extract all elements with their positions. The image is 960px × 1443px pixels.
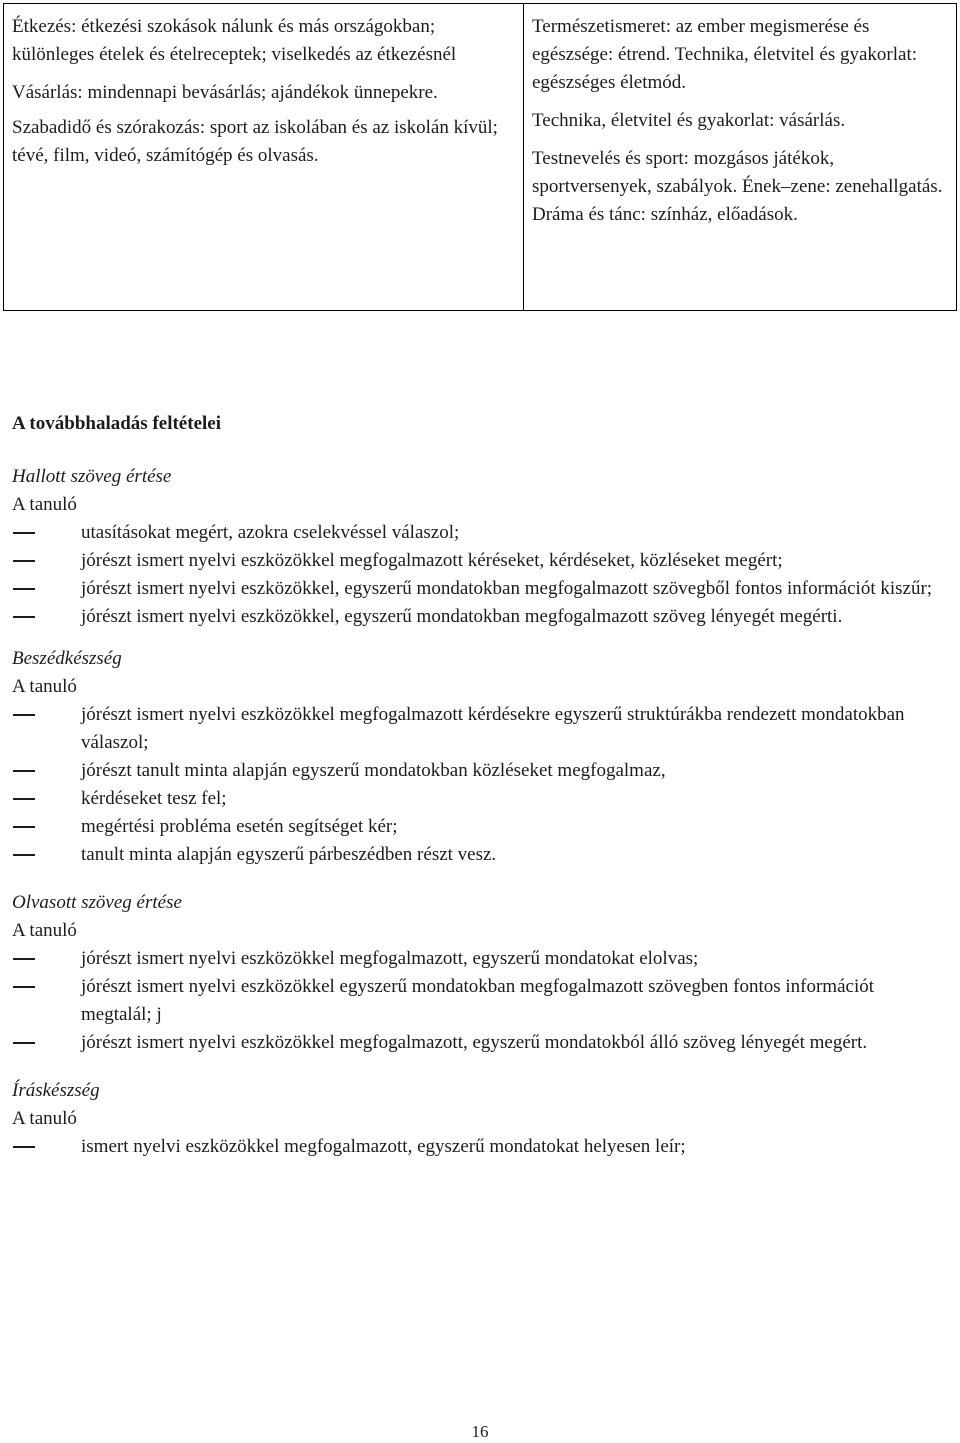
dash-bullet-icon (13, 986, 35, 988)
dash-bullet-icon (13, 588, 35, 590)
reading-section (12, 889, 942, 1057)
link-sport-music-drama: Testnevelés és sport: mozgásos játékok, sportversenyek, szabályok. Ének–zene: zenehallgatás. Dráma és tánc: színház, előadások. (532, 148, 943, 225)
writing-learner-label: A tanuló (12, 1108, 77, 1129)
link-science-technology: Természetismeret: az ember megismerése és egészsége: étrend. Technika, életvitel és gyakorlat: egészséges életmód. (532, 16, 918, 93)
topic-eating: Étkezés: étkezési szokások nálunk és más országokban; különleges ételek és ételreceptek; viselkedés az étkezésnél (12, 16, 457, 65)
dash-bullet-icon (13, 958, 35, 960)
list-item: kérdéseket tesz fel; (12, 785, 942, 813)
topic-shopping: Vásárlás: mindennapi bevásárlás; ajándékok ünnepekre. (12, 82, 438, 103)
listening-section (12, 463, 942, 631)
page-number: 16 (471, 1422, 489, 1441)
list-item: ismert nyelvi eszközökkel megfogalmazott, egyszerű mondatokat helyesen leír; (12, 1133, 942, 1161)
list-item: jórészt ismert nyelvi eszközökkel egyszerű mondatokban megfogalmazott szövegben fontos információt megtalál; j (12, 973, 942, 1029)
speaking-section (12, 645, 942, 869)
dash-bullet-icon (13, 770, 35, 772)
list-item: jórészt ismert nyelvi eszközökkel megfogalmazott kérdésekre egyszerű struktúrákba rendezett mondatokban válaszol; (12, 701, 942, 757)
dash-bullet-icon (13, 826, 35, 828)
section-heading: A továbbhaladás feltételei (12, 413, 221, 434)
writing-title: Íráskészség (12, 1080, 100, 1101)
topic-leisure: Szabadidő és szórakozás: sport az iskolában és az iskolán kívül; tévé, film, videó, számítógép és olvasás. (12, 117, 498, 166)
listening-title: Hallott szöveg értése (12, 466, 172, 487)
dash-bullet-icon (13, 560, 35, 562)
dash-bullet-icon (13, 798, 35, 800)
listening-learner-label: A tanuló (12, 494, 77, 515)
topic-table-left-column (4, 4, 524, 310)
reading-title: Olvasott szöveg értése (12, 892, 182, 913)
dash-bullet-icon (13, 532, 35, 534)
list-item: jórészt tanult minta alapján egyszerű mondatokban közléseket megfogalmaz, (12, 757, 942, 785)
list-item: utasításokat megért, azokra cselekvéssel válaszol; (12, 519, 942, 547)
speaking-title: Beszédkészség (12, 648, 122, 669)
list-item: tanult minta alapján egyszerű párbeszédben részt vesz. (12, 841, 942, 869)
list-item: jórészt ismert nyelvi eszközökkel megfogalmazott kéréseket, kérdéseket, közléseket megért; (12, 547, 942, 575)
link-technology-shopping: Technika, életvitel és gyakorlat: vásárlás. (532, 110, 846, 131)
topic-table (3, 3, 957, 311)
dash-bullet-icon (13, 616, 35, 618)
writing-section (12, 1077, 942, 1161)
dash-bullet-icon (13, 1146, 35, 1148)
dash-bullet-icon (13, 714, 35, 716)
reading-learner-label: A tanuló (12, 920, 77, 941)
list-item: jórészt ismert nyelvi eszközökkel, egyszerű mondatokban megfogalmazott szöveg lényegét megérti. (12, 603, 942, 631)
topic-table-right-column (524, 4, 956, 310)
speaking-learner-label: A tanuló (12, 676, 77, 697)
list-item: jórészt ismert nyelvi eszközökkel megfogalmazott, egyszerű mondatokat elolvas; (12, 945, 942, 973)
list-item: jórészt ismert nyelvi eszközökkel, egyszerű mondatokban megfogalmazott szövegből fontos információt kiszűr; (12, 575, 942, 603)
progression-requirements (12, 410, 942, 1161)
dash-bullet-icon (13, 854, 35, 856)
list-item: jórészt ismert nyelvi eszközökkel megfogalmazott, egyszerű mondatokból álló szöveg lényegét megért. (12, 1029, 942, 1057)
dash-bullet-icon (13, 1042, 35, 1044)
list-item: megértési probléma esetén segítséget kér; (12, 813, 942, 841)
